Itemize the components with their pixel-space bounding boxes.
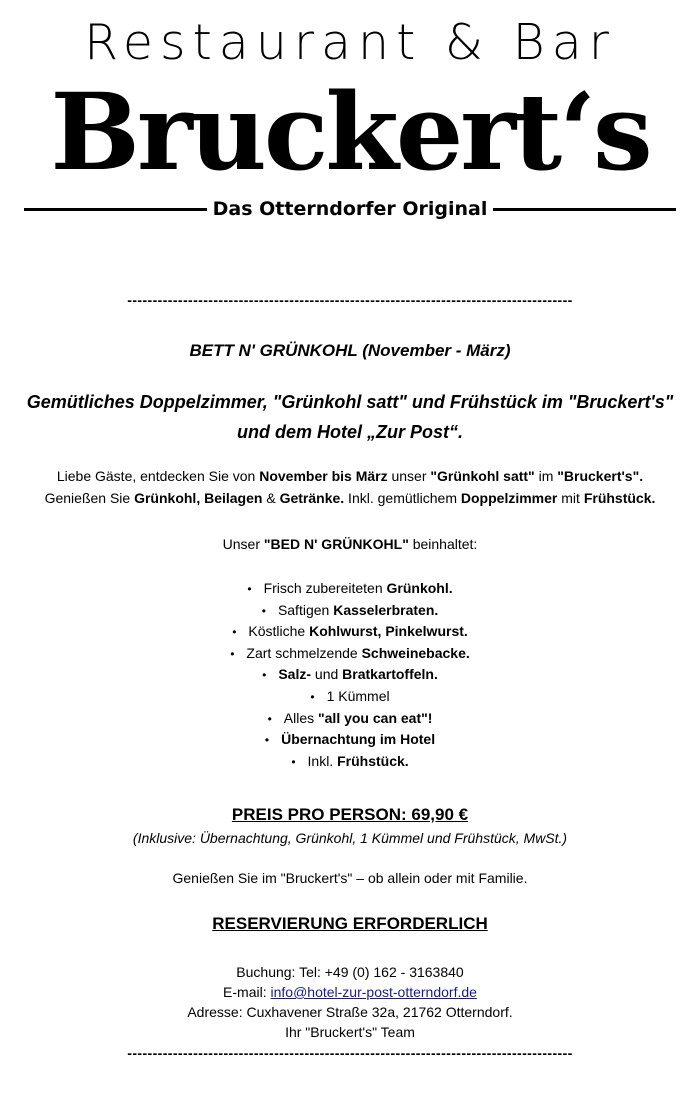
item-bold: Frühstück. [337,752,409,769]
logo-rule-left [24,208,207,211]
list-item [0,643,700,665]
price-note: (Inklusive: Übernachtung, Grünkohl, 1 Kümmel und Frühstück, MwSt.) [132,830,568,846]
logo-rule-right [493,208,676,211]
email-label: E-mail: [223,984,271,1000]
intro-text: mit [557,490,584,506]
item-text: Saftigen [277,601,334,618]
email-row [0,982,700,1002]
item-text: Inkl. [307,752,338,769]
offer-intro [0,465,700,509]
divider-bottom: ---------------------------------------------------------------------------------------- [127,1045,573,1061]
booking-phone: Buchung: Tel: +49 (0) 162 - 3163840 [236,964,464,980]
intro-line-2 [0,487,700,509]
includes-list [0,578,700,772]
bullet-icon: • [264,733,270,748]
bullet-icon: • [291,754,296,769]
includes-label [0,536,700,552]
bullet-icon: • [267,711,272,726]
intro-text: Liebe Gäste, entdecken Sie von [56,468,260,484]
logo-name: Bruckert‘s [50,69,650,194]
includes-text: beinhaltet: [408,536,478,552]
logo-tagline-row [24,196,676,222]
bullet-icon: • [310,689,315,704]
intro-text: im [534,468,558,484]
item-bold: Kasselerbraten. [333,601,439,618]
list-item [0,708,700,730]
intro-bold: Frühstück. [583,490,656,506]
intro-bold: "Bruckert's". [557,468,644,484]
offer-headline [0,387,700,447]
email-link[interactable]: info@hotel-zur-post-otterndorf.de [270,984,477,1000]
list-item [0,686,700,708]
enjoy-text: Genießen Sie im "Bruckert's" – ob allein oder mit Familie. [172,870,528,886]
item-bold: "all you can eat"! [318,709,433,726]
headline-line-2: und dem Hotel „Zur Post“. [236,422,463,442]
logo-tagline: Das Otterndorfer Original [212,198,488,220]
address: Adresse: Cuxhavener Straße 32a, 21762 Otterndorf. [187,1004,513,1020]
item-text: Frisch zubereiteten [263,580,387,596]
includes-bold: "BED N' GRÜNKOHL" [263,536,409,552]
intro-text: Inkl. gemütlichem [344,490,461,506]
item-bold: Bratkartoffeln. [342,666,438,683]
intro-text: Genießen Sie [44,490,135,506]
intro-line-1 [0,465,700,487]
item-bold: Schweinebacke. [361,644,470,661]
item-bold: Salz- [278,666,312,683]
item-text: Zart schmelzende [246,644,362,661]
includes-list-wrap [0,578,700,772]
list-item [0,578,700,600]
item-bold: Übernachtung im Hotel [281,731,436,748]
list-item [0,751,700,773]
item-text: Alles [283,709,318,726]
intro-bold: Getränke. [279,490,345,506]
list-item [0,621,700,643]
price: PREIS PRO PERSON: 69,90 € [231,805,469,824]
reservation-required: RESERVIERUNG ERFORDERLICH [212,914,488,933]
signoff: Ihr "Bruckert's" Team [285,1024,415,1040]
includes-text: Unser [222,536,264,552]
intro-bold: Grünkohl, Beilagen [134,490,263,506]
intro-text: & [262,490,280,506]
item-text: 1 Kümmel [326,687,390,704]
list-item [0,729,700,751]
bullet-icon: • [247,582,252,596]
intro-bold: "Grünkohl satt" [430,468,535,484]
list-item [0,600,700,622]
bullet-icon: • [230,646,235,661]
contact-block [0,962,700,1042]
item-text: Köstliche [248,623,310,640]
intro-bold: Doppelzimmer [460,490,558,506]
bullet-icon: • [261,603,266,618]
divider-top: ---------------------------------------------------------------------------------------- [127,292,573,308]
offer-title: BETT N' GRÜNKOHL (November - März) [189,341,511,360]
logo-top-line: Restaurant & Bar [84,14,616,71]
intro-text: unser [387,468,431,484]
bullet-icon: • [232,625,237,640]
headline-line-1: Gemütliches Doppelzimmer, "Grünkohl satt" und Frühstück im "Bruckert's" [26,392,674,412]
item-text: und [311,666,343,683]
item-bold: Grünkohl. [386,580,453,596]
intro-bold: November bis März [259,468,388,484]
bullet-icon: • [262,668,267,683]
item-bold: Kohlwurst, Pinkelwurst. [309,623,468,640]
list-item [0,664,700,686]
